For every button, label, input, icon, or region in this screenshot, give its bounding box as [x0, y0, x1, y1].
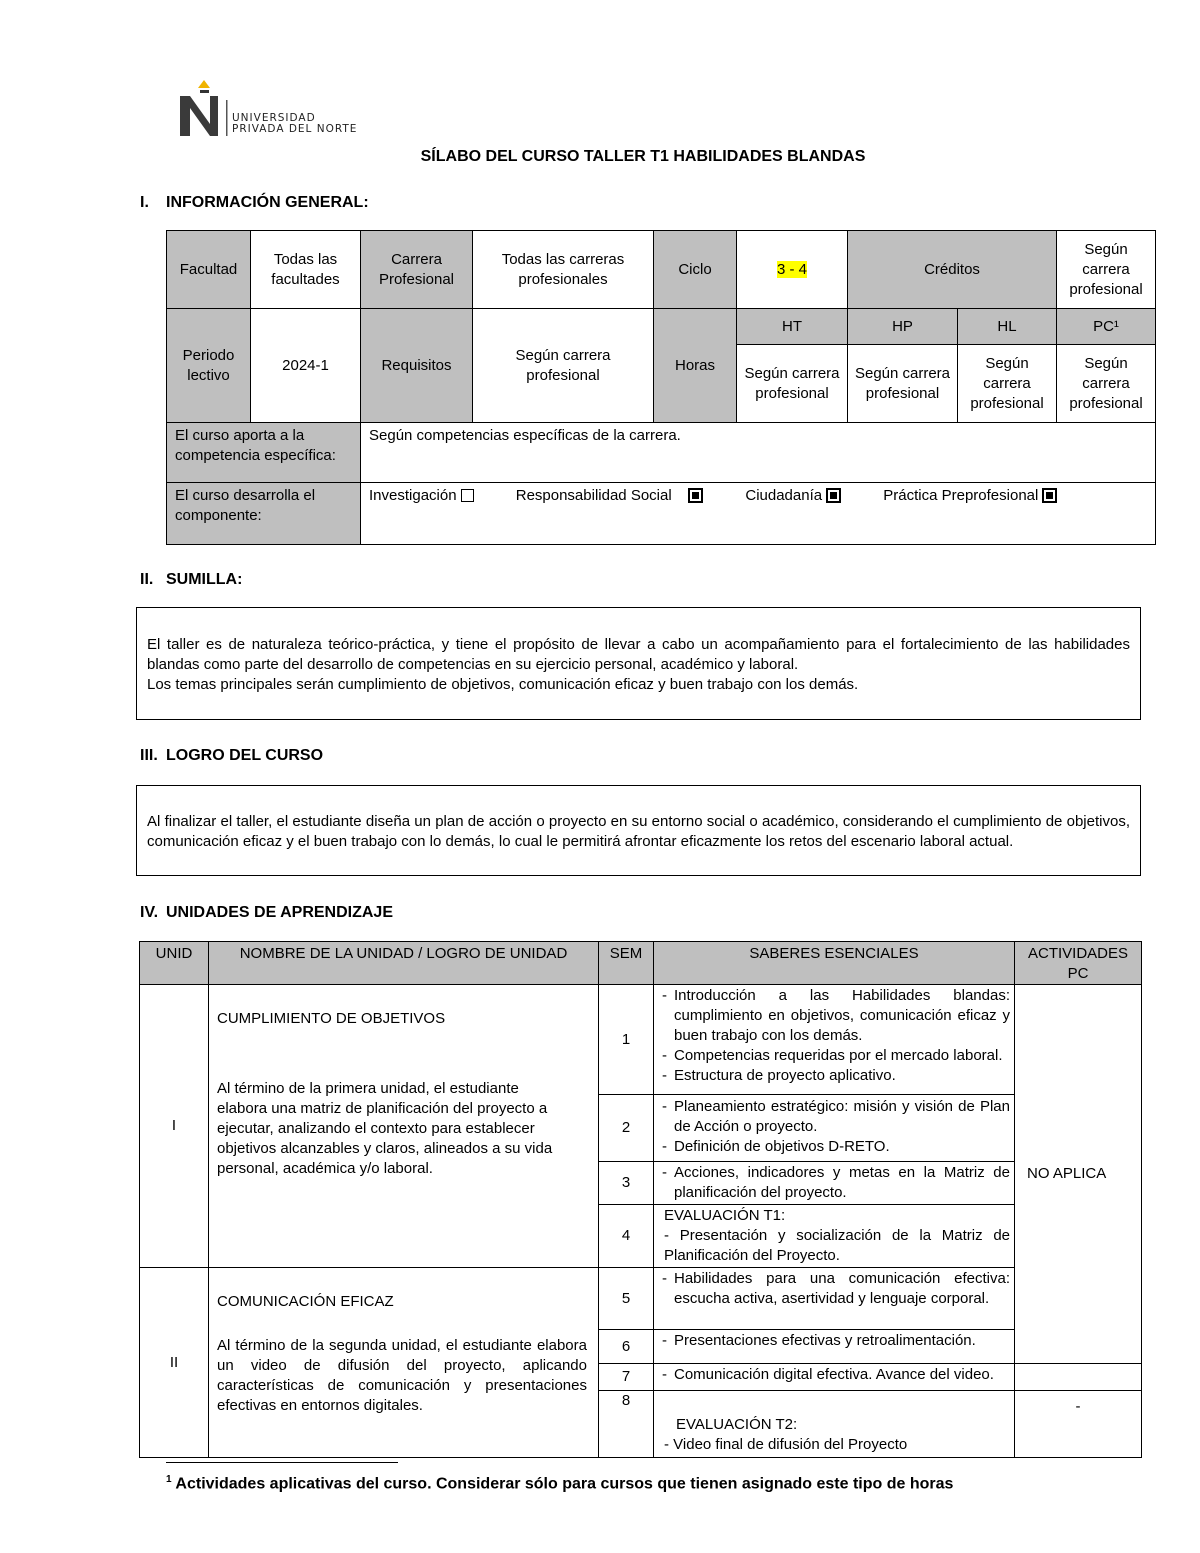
week-6-item: - Presentaciones efectivas y retroalimentación. [658, 1331, 1010, 1351]
ht-value: Según carrera profesional [737, 345, 848, 423]
ciudadania-checkbox[interactable] [826, 488, 841, 503]
pc-label: PC¹ [1057, 309, 1156, 345]
unit-1-logro: Al término de la primera unidad, el estudiante elabora una matriz de planificación del proyecto a ejecutar, analizando el contexto para establecer objetivos alcanzables y claros, alineados a su vida personal, académica y/o laboral. [217, 1080, 553, 1177]
section-2-label: SUMILLA: [166, 571, 243, 588]
responsabilidad-checkbox[interactable] [688, 488, 703, 503]
sumilla-box [136, 607, 1141, 720]
week-1-content [654, 985, 1015, 1095]
ciudadania-label: Ciudadanía [745, 487, 823, 504]
periodo-label: Periodo lectivo [167, 309, 251, 423]
ciclo-label: Ciclo [654, 231, 737, 309]
week-7-item: - Comunicación digital efectiva. Avance del video. [658, 1365, 1010, 1385]
carrera-value: Todas las carreras profesionales [473, 231, 654, 309]
week-3-sem: 3 [599, 1162, 654, 1205]
week-1-item: - Estructura de proyecto aplicativo. [658, 1066, 1010, 1086]
creditos-label: Créditos [848, 231, 1057, 309]
week-2-content [654, 1095, 1015, 1162]
week-2-sem: 2 [599, 1095, 654, 1162]
footnote [166, 1474, 953, 1493]
week-2-item: - Definición de objetivos D-RETO. [658, 1137, 1010, 1157]
practica-checkbox[interactable] [1042, 488, 1057, 503]
actividades-unit: NO APLICA [1015, 985, 1142, 1364]
week-5-content [654, 1268, 1015, 1330]
sumilla-paragraph-1: El taller es de naturaleza teórico-práctica, y tiene el propósito de llevar a cabo un acompañamiento para el fortalecimiento de las habilidades blandas como parte del desarrollo de competencias en su ejercicio personal, académico y laboral. [147, 636, 1130, 673]
ciclo-cell [737, 231, 848, 309]
componente-practica [883, 487, 1057, 504]
investigacion-label: Investigación [369, 487, 457, 504]
actividades-week-8: - [1015, 1391, 1142, 1458]
componente-label: El curso desarrolla el componente: [167, 483, 361, 545]
facultad-label: Facultad [167, 231, 251, 309]
horas-label: Horas [654, 309, 737, 423]
ciclo-value: 3 - 4 [776, 260, 807, 278]
unit-2-name: COMUNICACIÓN EFICAZ [217, 1293, 394, 1310]
unit-1-number: I [140, 985, 209, 1268]
section-3-label: LOGRO DEL CURSO [166, 747, 324, 764]
section-1-number: I. [140, 194, 149, 211]
pc-value: Según carrera profesional [1057, 345, 1156, 423]
logo-line-2: PRIVADA DEL NORTE [232, 123, 358, 135]
requisitos-value: Según carrera profesional [473, 309, 654, 423]
week-4-content [654, 1205, 1015, 1268]
sumilla-paragraph-2: Los temas principales serán cumplimiento de objetivos, comunicación eficaz y buen trabajo con los demás. [147, 676, 859, 693]
logro-box [136, 785, 1141, 876]
hl-label: HL [958, 309, 1057, 345]
week-3-content [654, 1162, 1015, 1205]
logo-line-1: UNIVERSIDAD [232, 112, 316, 124]
section-3-number: III. [140, 747, 158, 764]
competencia-label: El curso aporta a la competencia específica: [167, 423, 361, 483]
week-8-content [654, 1391, 1015, 1458]
investigacion-checkbox[interactable] [461, 489, 474, 502]
section-2-number: II. [140, 571, 154, 588]
componente-options [361, 483, 1156, 545]
responsabilidad-label: Responsabilidad Social [515, 487, 672, 504]
week-1-item: - Introducción a las Habilidades blandas: cumplimiento en objetivos, comunicación eficaz y buen trabajo con los demás. [658, 986, 1010, 1046]
week-6-content [654, 1330, 1015, 1364]
week-4-eval-label: EVALUACIÓN T1: [664, 1207, 786, 1224]
week-7-content [654, 1364, 1015, 1391]
section-4-heading [140, 904, 393, 922]
logro-text: Al finalizar el taller, el estudiante diseña un plan de acción o proyecto en su entorno social o académico, considerando el cumplimiento de objetivos, comunicación eficaz y el buen trabajo con lo demás, lo cual le permitirá afrontar eficazmente los retos del escenario laboral actual. [147, 813, 1130, 850]
footnote-mark: 1 [166, 1474, 172, 1485]
week-3-item: - Acciones, indicadores y metas en la Matriz de planificación del proyecto. [658, 1163, 1010, 1203]
week-5-item: - Habilidades para una comunicación efectiva: escucha activa, asertividad y lenguaje corporal. [658, 1269, 1010, 1309]
unit-2-cell [209, 1268, 599, 1458]
hp-label: HP [848, 309, 958, 345]
componente-investigacion [369, 487, 474, 504]
week-8-eval-text: - Video final de difusión del Proyecto [664, 1436, 908, 1453]
week-7-sem: 7 [599, 1364, 654, 1391]
week-1-sem: 1 [599, 985, 654, 1095]
header-nombre: NOMBRE DE LA UNIDAD / LOGRO DE UNIDAD [209, 942, 599, 985]
footnote-text: Actividades aplicativas del curso. Considerar sólo para cursos que tienen asignado este tipo de horas [171, 1475, 954, 1493]
section-1-heading [140, 194, 369, 212]
practica-label: Práctica Preprofesional [883, 487, 1039, 504]
hl-value: Según carrera profesional [958, 345, 1057, 423]
week-4-eval-text: - Presentación y socialización de la Matriz de Planificación del Proyecto. [664, 1227, 1010, 1264]
section-2-heading [140, 571, 242, 589]
logo-text [232, 113, 357, 135]
week-5-sem: 5 [599, 1268, 654, 1330]
week-1-item: - Competencias requeridas por el mercado laboral. [658, 1046, 1010, 1066]
section-4-label: UNIDADES DE APRENDIZAJE [166, 904, 393, 921]
page-title: SÍLABO DEL CURSO TALLER T1 HABILIDADES BLANDAS [420, 148, 866, 165]
week-6-sem: 6 [599, 1330, 654, 1364]
hp-value: Según carrera profesional [848, 345, 958, 423]
week-8-sem: 8 [599, 1391, 654, 1458]
unit-1-name: CUMPLIMIENTO DE OBJETIVOS [217, 1010, 446, 1027]
header-actividades: ACTIVIDADES PC [1015, 942, 1142, 985]
unit-1-cell [209, 985, 599, 1268]
footnote-divider [166, 1462, 398, 1463]
periodo-value: 2024-1 [251, 309, 361, 423]
requisitos-label: Requisitos [361, 309, 473, 423]
header-saberes: SABERES ESENCIALES [654, 942, 1015, 985]
unit-2-logro: Al término de la segunda unidad, el estudiante elabora un video de difusión del proyecto, aplicando características de comunicación y presentaciones efectivas en entornos digitales. [217, 1337, 587, 1414]
logo-mark-icon [176, 78, 232, 140]
units-table [139, 941, 1142, 1458]
section-1-label: INFORMACIÓN GENERAL: [166, 194, 369, 211]
week-4-sem: 4 [599, 1205, 654, 1268]
general-info-table [166, 230, 1156, 545]
competencia-value: Según competencias específicas de la carrera. [361, 423, 1156, 483]
creditos-value: Según carrera profesional [1057, 231, 1156, 309]
university-logo [176, 78, 376, 140]
carrera-label: Carrera Profesional [361, 231, 473, 309]
header-unid: UNID [140, 942, 209, 985]
section-4-number: IV. [140, 904, 159, 921]
week-2-item: - Planeamiento estratégico: misión y visión de Plan de Acción o proyecto. [658, 1097, 1010, 1137]
week-8-eval-label: EVALUACIÓN T2: [676, 1416, 798, 1433]
componente-responsabilidad [516, 487, 703, 504]
header-sem: SEM [599, 942, 654, 985]
unit-2-number: II [140, 1268, 209, 1458]
actividades-week-7 [1015, 1364, 1142, 1391]
ht-label: HT [737, 309, 848, 345]
componente-ciudadania [745, 487, 841, 504]
section-3-heading [140, 747, 323, 765]
facultad-value: Todas las facultades [251, 231, 361, 309]
